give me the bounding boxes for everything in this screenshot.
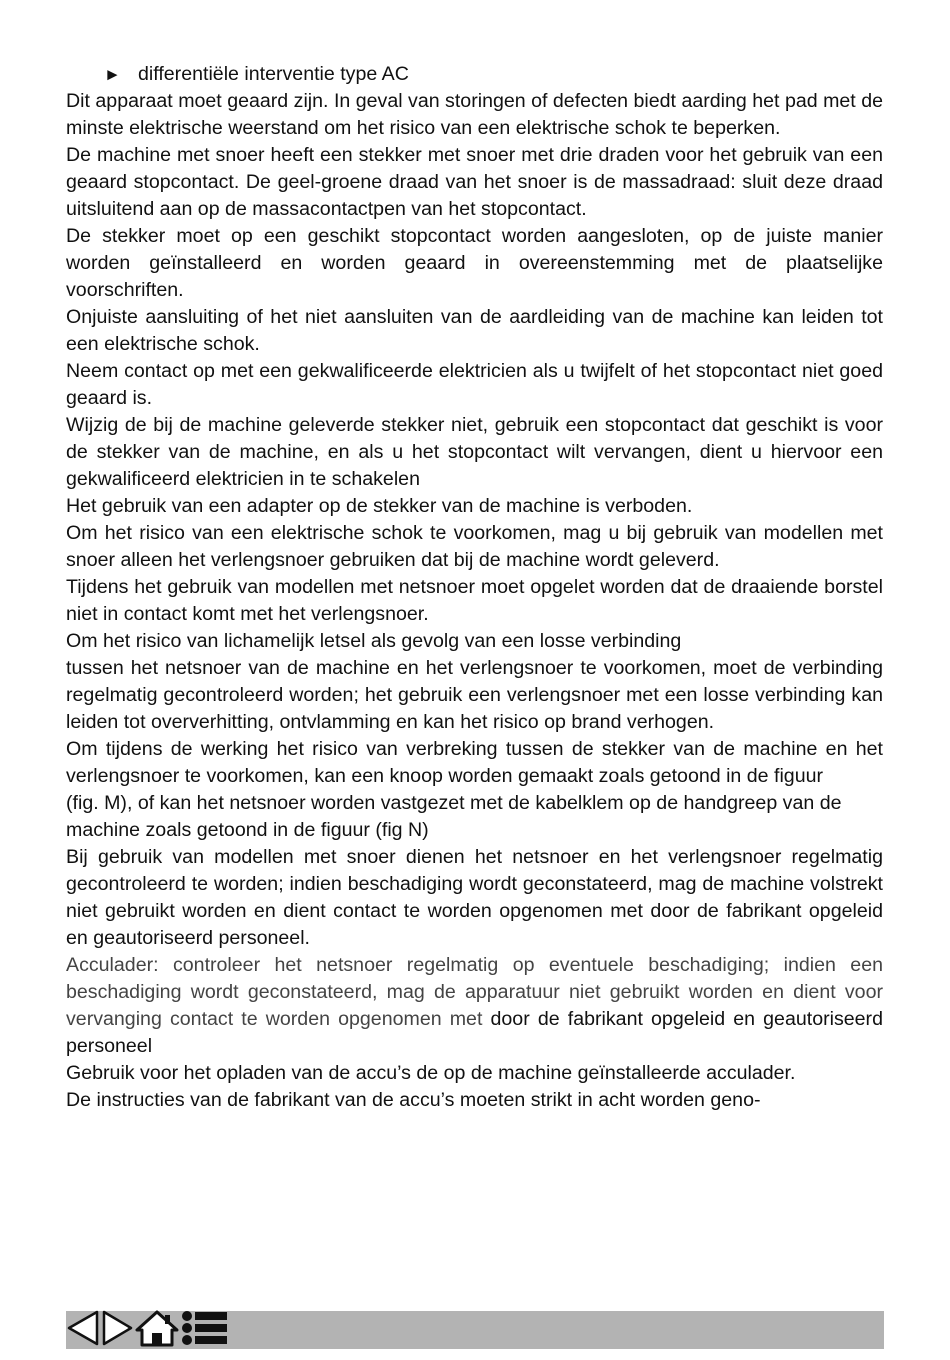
previous-page-icon (66, 1309, 100, 1347)
navigation-buttons (66, 1311, 230, 1349)
paragraph-charging: Gebruik voor het opladen van de accu’s de op de machine geïnstalleerde acculader. (66, 1062, 796, 1084)
body-text (66, 61, 883, 1114)
table-of-contents-button[interactable] (180, 1309, 230, 1352)
paragraph-wrong-connection: Onjuiste aansluiting of het niet aansluiten van de aardleiding van de machine kan leiden tot een elektrische schok. (66, 306, 883, 355)
bullet-marker: ► (104, 65, 121, 84)
paragraph-knot: Om tijdens de werking het risico van verbreking tussen de stekker van de machine en het verlengsnoer te voorkomen, kan een knoop worden gemaakt zoals getoond in de figuur (66, 738, 883, 787)
paragraph-grounding: Dit apparaat moet geaard zijn. In geval van storingen of defecten biedt aarding het pad met de minste elektrische weerstand om het risico van een elektrische schok te beperken. (66, 90, 883, 139)
paragraph-battery-charger (66, 952, 883, 1060)
paragraph-plug-wires: De machine met snoer heeft een stekker met snoer met drie draden voor het gebruik van een geaard stopcontact. De geel-groene draad van het snoer is de massadraad: sluit deze draad uitsluitend aan op de massacontactpen van het stopcontact. (66, 144, 883, 220)
paragraph-do-not-modify: Wijzig de bij de machine geleverde stekker niet, gebruik een stopcontact dat geschikt is voor de stekker van de machine, en als u het stopcontact wilt vervangen, dient u hiervoor een gekwalificeerd elektricien in te schakelen (66, 414, 883, 490)
paragraph-rotating-brush: Tijdens het gebruik van modellen met netsnoer moet opgelet worden dat de draaiende borstel niet in contact komt met het verlengsnoer. (66, 576, 883, 625)
paragraph-check-cords: Bij gebruik van modellen met snoer dienen het netsnoer en het verlengsnoer regelmatig gecontroleerd te worden; indien beschadiging wordt geconstateerd, mag de machine volstrekt niet gebruikt worden en dient contact te worden opgenomen met door de fabrikant opgeleid en geautoriseerd personeel. (66, 846, 883, 949)
bullet-text: differentiële interventie type AC (138, 63, 409, 85)
paragraph-loose-connection-intro: Om het risico van lichamelijk letsel als gevolg van een losse verbinding (66, 630, 682, 652)
battery-charger-personnel: door de fabrikant opgeleid en geautoriseerd personeel (66, 1008, 883, 1057)
paragraph-contact-electrician: Neem contact op met een gekwalificeerde elektricien als u twijfelt of het stopcontact niet goed geaard is. (66, 360, 883, 409)
battery-charger-text: Acculader: controleer het netsnoer regelmatig op eventuele beschadiging; indien een beschadiging wordt geconstateerd, mag de apparatuur niet gebruikt worden en dient voor vervanging contact te worden opgenomen met (66, 954, 883, 1030)
home-button[interactable] (134, 1309, 180, 1352)
next-page-button[interactable] (100, 1309, 134, 1352)
paragraph-extension-cord: Om het risico van een elektrische schok te voorkomen, mag u bij gebruik van modellen met snoer alleen het verlengsnoer gebruiken dat bij de machine wordt geleverd. (66, 522, 883, 571)
bullet-item (66, 61, 883, 88)
home-icon (134, 1309, 180, 1347)
previous-page-button[interactable] (66, 1309, 100, 1352)
paragraph-cable-clamp: (fig. M), of kan het netsnoer worden vastgezet met de kabelklem op de handgreep van de machine zoals getoond in de figuur (fig N) (66, 792, 842, 841)
paragraph-plug-socket: De stekker moet op een geschikt stopcontact worden aangesloten, op de juiste manier worden geïnstalleerd en worden geaard in overeenstemming met de plaatselijke voorschriften. (66, 225, 883, 301)
next-page-icon (100, 1309, 134, 1347)
paragraph-loose-connection: tussen het netsnoer van de machine en het verlengsnoer te voorkomen, moet de verbinding regelmatig gecontroleerd worden; het gebruik een verlengsnoer met een losse verbinding kan leiden tot oververhitting, ontvlamming en kan het risico op brand verhogen. (66, 657, 883, 733)
paragraph-manufacturer-instructions: De instructies van de fabrikant van de accu’s moeten strikt in acht worden geno- (66, 1089, 761, 1111)
table-of-contents-icon (180, 1309, 230, 1347)
paragraph-adapter-forbidden: Het gebruik van een adapter op de stekker van de machine is verboden. (66, 495, 693, 517)
